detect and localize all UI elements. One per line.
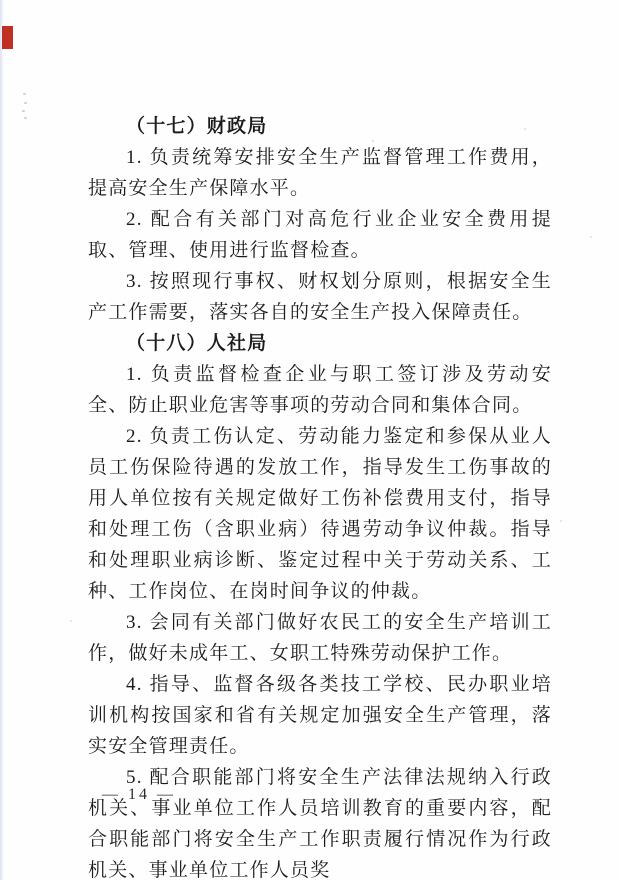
scan-noise-speck <box>590 236 592 238</box>
paragraph: 4. 指导、监督各级各类技工学校、民办职业培训机构按国家和省有关规定加强安全生产管理，落实安全管理责任。 <box>88 674 552 757</box>
document-body <box>88 111 552 886</box>
paragraph: 3. 会同有关部门做好农民工的安全生产培训工作，做好未成年工、女职工特殊劳动保护工作。 <box>88 612 552 664</box>
scan-noise-speck <box>70 620 72 622</box>
page-number: — 14 — <box>102 786 176 803</box>
paragraph: 5. 配合职能部门将安全生产法律法规纳入行政机关、事业单位工作人员培训教育的重要内容，配合职能部门将安全生产工作职责履行情况作为行政机关、事业单位工作人员奖 <box>88 767 552 881</box>
scan-noise-speck <box>23 93 26 95</box>
red-stamp-mark <box>2 26 13 49</box>
paragraph: 1. 负责统筹安排安全生产监督管理工作费用，提高安全生产保障水平。 <box>88 147 552 199</box>
paragraph: 2. 配合有关部门对高危行业企业安全费用提取、管理、使用进行监督检查。 <box>88 209 552 261</box>
section-heading-hr-social-security-bureau: （十八）人社局 <box>126 333 268 354</box>
scan-edge-shadow <box>0 0 4 880</box>
scan-noise-speck <box>24 117 27 119</box>
scan-noise-speck <box>22 110 25 112</box>
scan-noise-speck <box>24 102 27 104</box>
paragraph: 1. 负责监督检查企业与职工签订涉及劳动安全、防止职业危害等事项的劳动合同和集体合同。 <box>88 364 552 416</box>
scan-noise-speck <box>560 520 562 522</box>
paragraph: 3. 按照现行事权、财权划分原则，根据安全生产工作需要，落实各自的安全生产投入保障责任。 <box>88 271 552 323</box>
paragraph: 2. 负责工伤认定、劳动能力鉴定和参保从业人员工伤保险待遇的发放工作，指导发生工伤事故的用人单位按有关规定做好工伤补偿费用支付，指导和处理工伤（含职业病）待遇劳动争议仲裁。指导和处理职业病诊断、鉴定过程中关于劳动关系、工种、工作岗位、在岗时间争议的仲裁。 <box>88 426 552 602</box>
section-heading-finance-bureau: （十七）财政局 <box>126 116 268 137</box>
